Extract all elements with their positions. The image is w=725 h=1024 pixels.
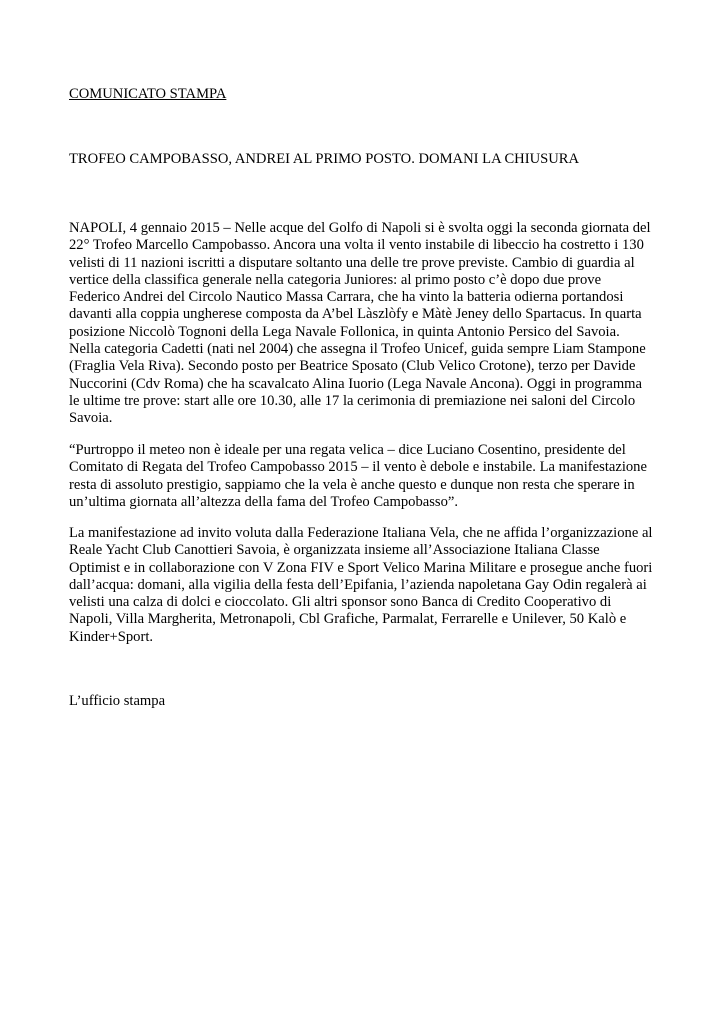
paragraph-line: posizione Niccolò Tognoni della Lega Navale Follonica, in quinta Antonio Persico del Savoia. bbox=[69, 323, 620, 340]
paragraph-line: Kinder+Sport. bbox=[69, 628, 154, 645]
paragraph-line: “Purtroppo il meteo non è ideale per una regata velica – dice Luciano Cosentino, presidente del bbox=[69, 442, 626, 458]
paragraph-line: velisti di 11 nazioni iscritti a disputare soltanto una delle tre prove previste. Cambio di guardia al bbox=[69, 254, 635, 271]
paragraph-line: resta di assoluto prestigio, sappiamo che la vela è anche questo e dunque non resta che sperare in bbox=[69, 476, 635, 493]
paragraph-line: un’ultima giornata all’altezza della fama del Trofeo Campobasso”. bbox=[69, 493, 459, 510]
paragraph-line: Napoli, Villa Margherita, Metronapoli, Cbl Grafiche, Parmalat, Ferrarelle e Unilever, 50 Kalò e bbox=[69, 611, 627, 628]
paragraph-line: NAPOLI, 4 gennaio 2015 – Nelle acque del Golfo di Napoli si è svolta oggi la seconda giornata del bbox=[69, 220, 651, 236]
paragraph-line: Comitato di Regata del Trofeo Campobasso 2015 – il vento è debole e instabile. La manifestazione bbox=[69, 459, 647, 476]
paragraph-line: Nuccorini (Cdv Roma) che ha scavalcato Alina Iuorio (Lega Navale Ancona). Oggi in programma bbox=[69, 375, 643, 392]
signature: L’ufficio stampa bbox=[69, 693, 166, 709]
body-paragraph-1 bbox=[69, 220, 669, 428]
paragraph-line: Savoia. bbox=[69, 410, 113, 427]
paragraph-line: 22° Trofeo Marcello Campobasso. Ancora una volta il vento instabile di libeccio ha costretto i 130 bbox=[69, 237, 644, 254]
press-release-headline: TROFEO CAMPOBASSO, ANDREI AL PRIMO POSTO. DOMANI LA CHIUSURA bbox=[69, 151, 580, 167]
paragraph-line: davanti alla coppia ungherese composta da A’bel Làszlòfy e Màtè Jeney dello Spartacus. In quarta bbox=[69, 306, 642, 323]
paragraph-line: le ultime tre prove: start alle ore 10.30, alle 17 la cerimonia di premiazione nei saloni del Circolo bbox=[69, 392, 636, 409]
paragraph-line: velisti una calza di dolci e cioccolato. Gli altri sponsor sono Banca di Credito Cooperativo di bbox=[69, 594, 612, 611]
paragraph-line: La manifestazione ad invito voluta dalla Federazione Italiana Vela, che ne affida l’organizzazione al bbox=[69, 525, 653, 541]
body-paragraph-3 bbox=[69, 525, 669, 646]
paragraph-line: vertice della classifica generale nella categoria Juniores: al primo posto c’è dopo due prove bbox=[69, 271, 602, 288]
paragraph-line: (Fraglia Vela Riva). Secondo posto per Beatrice Sposato (Club Velico Crotone), terzo per Davide bbox=[69, 358, 636, 375]
paragraph-line: Reale Yacht Club Canottieri Savoia, è organizzata insieme all’Associazione Italiana Classe bbox=[69, 542, 600, 559]
body-paragraph-2 bbox=[69, 442, 669, 511]
paragraph-line: Federico Andrei del Circolo Nautico Massa Carrara, che ha vinto la batteria odierna portandosi bbox=[69, 289, 624, 306]
paragraph-line: Optimist e in collaborazione con V Zona FIV e Sport Velico Marina Militare e prosegue anche fuori bbox=[69, 559, 653, 576]
paragraph-line: dall’acqua: domani, alla vigilia della festa dell’Epifania, l’azienda napoletana Gay Odin regalerà ai bbox=[69, 576, 647, 593]
document-label: COMUNICATO STAMPA bbox=[69, 86, 227, 102]
paragraph-line: Nella categoria Cadetti (nati nel 2004) che assegna il Trofeo Unicef, guida sempre Liam Stampone bbox=[69, 341, 646, 358]
